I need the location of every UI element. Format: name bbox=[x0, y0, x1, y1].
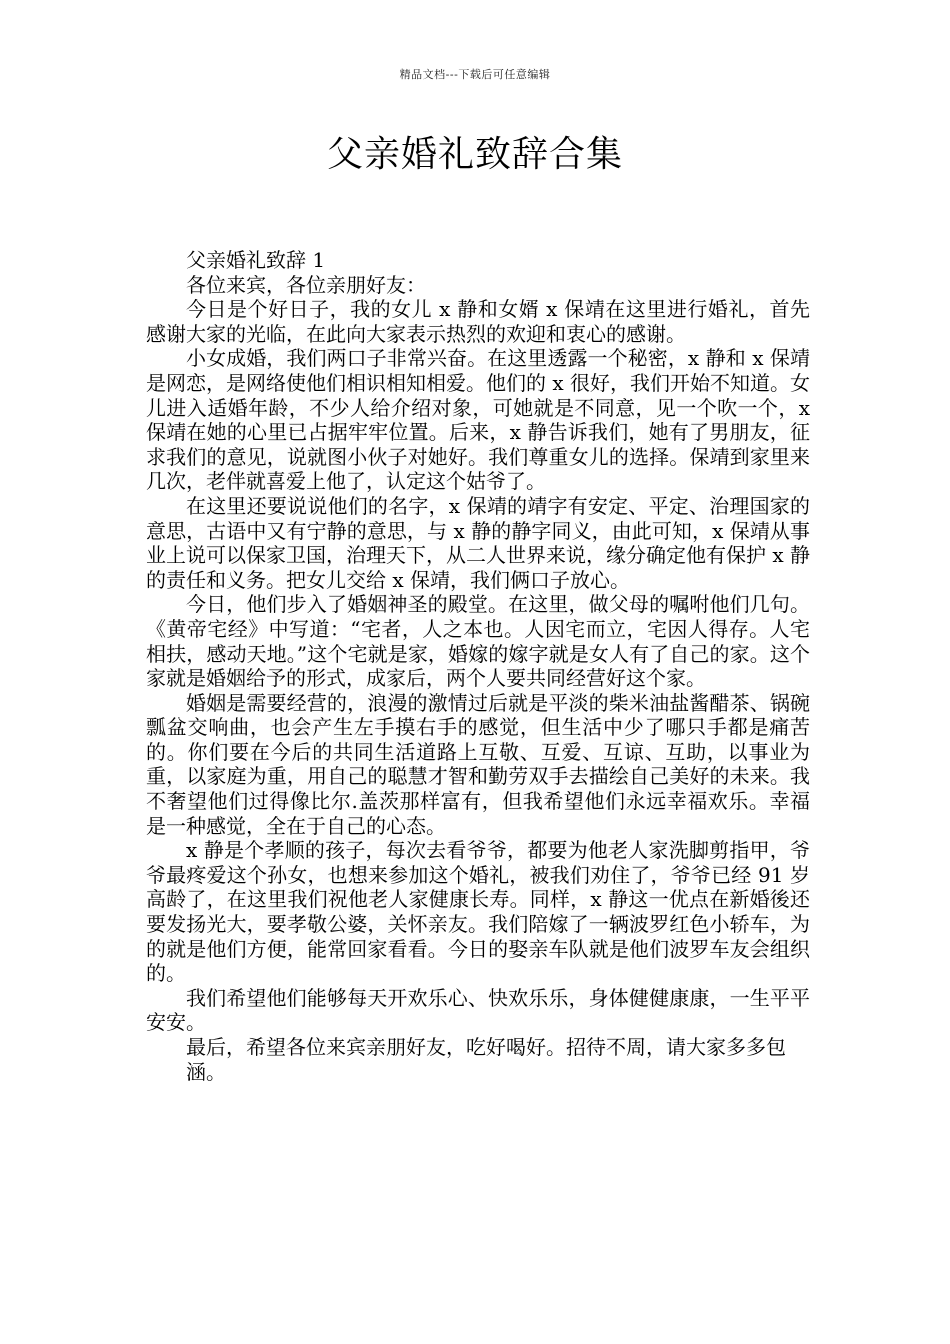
header-note: 精品文档---下载后可任意编辑 bbox=[399, 68, 551, 81]
document-body bbox=[146, 248, 810, 1084]
paragraph: 今日，他们步入了婚姻神圣的殿堂。在这里，做父母的嘱咐他们几句。《黄帝宅经》中写道：“宅者，人之本也。人因宅而立，宅因人得存。人宅相扶，感动天地。”这个宅就是家，婚嫁的嫁字就是女人有了自己的家。这个家就是婚姻给予的形式，成家后，两个人要共同经营好这个家。 bbox=[146, 592, 810, 691]
section-heading: 父亲婚礼致辞 1 bbox=[186, 248, 326, 272]
paragraph-greeting: 各位来宾，各位亲朋好友： bbox=[186, 272, 426, 297]
paragraph: 今日是个好日子，我的女儿 x 静和女婿 x 保靖在这里进行婚礼，首先感谢大家的光临，在此向大家表示热烈的欢迎和衷心的感谢。 bbox=[146, 297, 810, 346]
paragraph-closing: 涵。 bbox=[186, 1059, 226, 1084]
paragraph: 在这里还要说说他们的名字，x 保靖的靖字有安定、平定、治理国家的意思，古语中又有宁静的意思，与 x 静的静字同义，由此可知，x 保靖从事业上说可以保家卫国，治理天下，从二人世界来说，缘分确定他有保护 x 静的责任和义务。把女儿交给 x 保靖，我们俩口子放心。 bbox=[146, 493, 810, 592]
document-title: 父亲婚礼致辞合集 bbox=[326, 134, 623, 175]
paragraph: 最后，希望各位来宾亲朋好友，吃好喝好。招待不周，请大家多多包 bbox=[186, 1035, 786, 1059]
paragraph: 婚姻是需要经营的，浪漫的激情过后就是平淡的柴米油盐酱醋茶、锅碗瓢盆交响曲，也会产生左手摸右手的感觉，但生活中少了哪只手都是痛苦的。你们要在今后的共同生活道路上互敬、互爱、互谅、互助，以事业为重，以家庭为重，用自己的聪慧才智和勤劳双手去描绘自己美好的未来。我不奢望他们过得像比尔.盖茨那样富有，但我希望他们永远幸福欢乐。幸福是一种感觉，全在于自己的心态。 bbox=[146, 690, 810, 838]
paragraph: 我们希望他们能够每天开欢乐心、快欢乐乐，身体健健康康，一生平平安安。 bbox=[146, 985, 810, 1035]
paragraph: x 静是个孝顺的孩子，每次去看爷爷，都要为他老人家洗脚剪指甲，爷爷最疼爱这个孙女，也想来参加这个婚礼，被我们劝住了，爷爷已经 91 岁高龄了，在这里我们祝他老人家健康长寿。同样，x 静这一优点在新婚後还要发扬光大，要孝敬公婆，关怀亲友。我们陪嫁了一辆波罗红色小轿车，为的就是他们方便，能常回家看看。今日的娶亲车队就是他们波罗车友会组织的。 bbox=[146, 838, 810, 986]
paragraph: 小女成婚，我们两口子非常兴奋。在这里透露一个秘密，x 静和 x 保靖是网恋，是网络使他们相识相知相爱。他们的 x 很好，我们开始不知道。女儿进入适婚年龄，不少人给介绍对象，可她就是不同意，见一个吹一个，x 保靖在她的心里已占据牢牢位置。后来，x 静告诉我们，她有了男朋友，征求我们的意见，说就图小伙子对她好。我们尊重女儿的选择。保靖到家里来几次，老伴就喜爱上他了，认定这个姑爷了。 bbox=[146, 346, 810, 494]
